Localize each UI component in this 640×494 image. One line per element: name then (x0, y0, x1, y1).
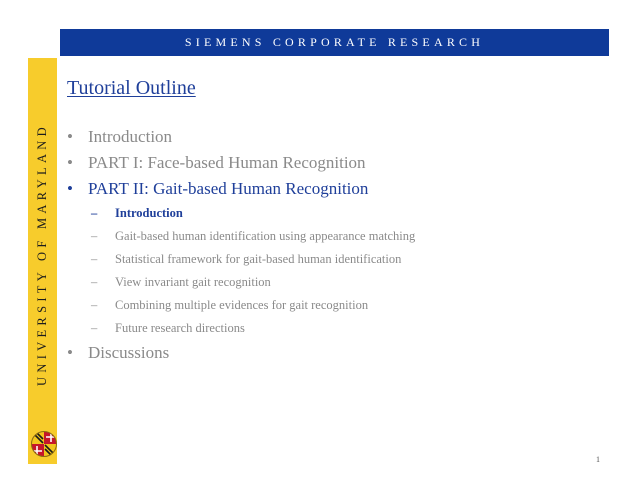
outline-item (67, 124, 415, 150)
bullet-icon: • (67, 179, 73, 198)
maryland-seal-icon (30, 430, 58, 458)
outline-subitem-text: Future research directions (115, 321, 245, 335)
outline-subitem-current (67, 202, 415, 225)
outline-subitem (67, 225, 415, 248)
bullet-icon: • (67, 153, 73, 172)
dash-icon: – (91, 298, 98, 312)
outline-subitem-text: Combining multiple evidences for gait recognition (115, 298, 369, 312)
outline-item-text: PART I: Face-based Human Recognition (88, 153, 366, 172)
outline-subitem-text: Statistical framework for gait-based human identification (115, 252, 402, 266)
outline-item-text: Introduction (88, 127, 173, 146)
bullet-icon: • (67, 127, 73, 146)
bullet-icon: • (67, 343, 73, 362)
outline-subitem (67, 271, 415, 294)
outline-item (67, 150, 415, 176)
dash-icon: – (91, 252, 98, 266)
slide-title: Tutorial Outline (67, 77, 196, 99)
outline-subitem (67, 294, 415, 317)
outline-subitem (67, 317, 415, 340)
outline-subitem-text: View invariant gait recognition (115, 275, 271, 289)
outline-item-current (67, 176, 415, 202)
outline-item-text: PART II: Gait-based Human Recognition (88, 179, 369, 198)
outline-item-text: Discussions (88, 343, 170, 362)
page-number: 1 (596, 455, 600, 464)
outline-subitem (67, 248, 415, 271)
dash-icon: – (91, 275, 98, 289)
outline-list (67, 124, 415, 366)
side-banner-text: UNIVERSITY OF MARYLAND (35, 122, 49, 386)
outline-subitem-text: Introduction (115, 206, 183, 220)
side-banner-text-wrap (28, 122, 57, 386)
dash-icon: – (91, 229, 98, 243)
header-banner: SIEMENS CORPORATE RESEARCH (60, 29, 609, 56)
dash-icon: – (91, 321, 98, 335)
dash-icon: – (91, 206, 98, 220)
outline-item (67, 340, 415, 366)
outline-subitem-text: Gait-based human identification using appearance matching (115, 229, 416, 243)
